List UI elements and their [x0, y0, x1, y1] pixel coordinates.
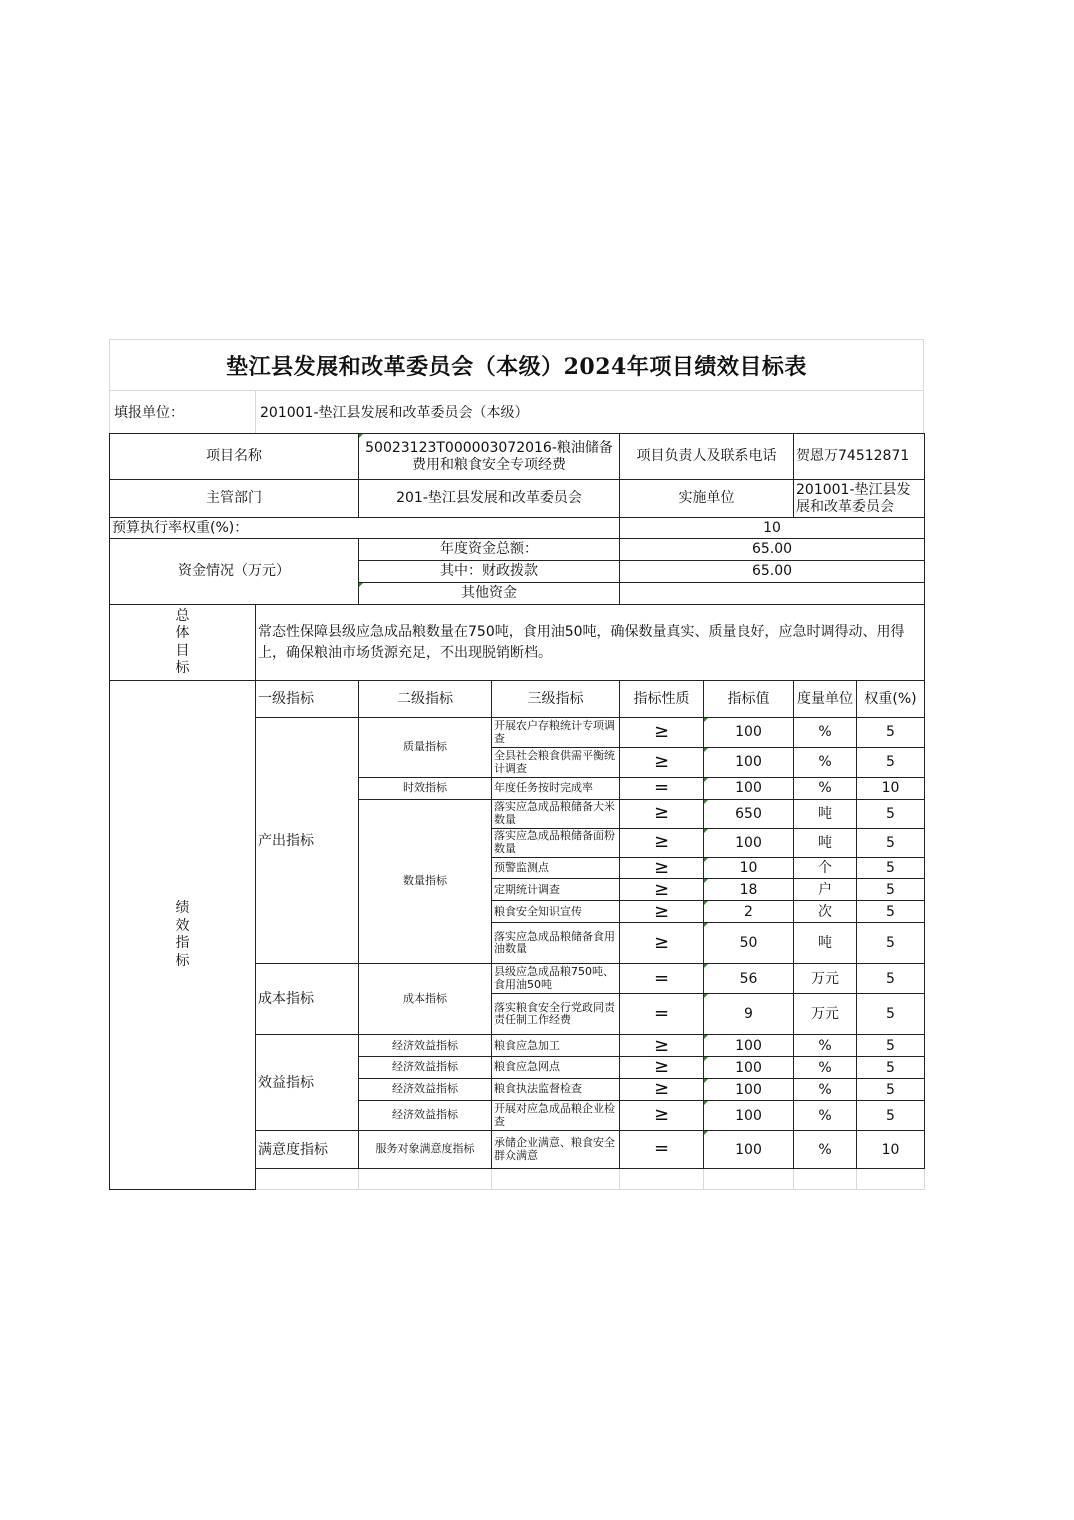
- fill-unit-row: [109, 390, 924, 433]
- target-value: 100: [704, 1079, 794, 1101]
- level2-cost: 成本指标: [359, 964, 492, 1035]
- performance-target-sheet: [109, 339, 924, 1190]
- header-level3: 三级指标: [492, 681, 620, 718]
- target-value: 650: [704, 799, 794, 828]
- target-value: 100: [704, 1131, 794, 1169]
- funds-total-value: 65.00: [620, 539, 925, 561]
- target-table: [109, 433, 925, 1190]
- nature-op: ≥: [620, 879, 704, 901]
- goal-text: 常态性保障县级应急成品粮数量在750吨，食用油50吨，确保数量真实、质量良好，应急时调得动、用得上，确保粮油市场货源充足，不出现脱销断档。: [256, 605, 925, 681]
- unit: %: [794, 1057, 857, 1079]
- target-value: 100: [704, 718, 794, 748]
- header-level2: 二级指标: [359, 681, 492, 718]
- unit: %: [794, 1101, 857, 1131]
- impl-unit-label: 实施单位: [620, 480, 794, 518]
- level3-item: 粮食应急加工: [492, 1035, 620, 1057]
- unit: %: [794, 778, 857, 800]
- level2-economic: 经济效益指标: [359, 1101, 492, 1131]
- target-value: 56: [704, 964, 794, 994]
- level3-item: 粮食执法监督检查: [492, 1079, 620, 1101]
- target-value: 100: [704, 1057, 794, 1079]
- nature-op: ≥: [620, 1035, 704, 1057]
- header-nature: 指标性质: [620, 681, 704, 718]
- target-value: 100: [704, 1035, 794, 1057]
- level1-cost: 成本指标: [256, 964, 359, 1035]
- unit: 万元: [794, 964, 857, 994]
- target-value: 100: [704, 828, 794, 857]
- level1-satisfaction: 满意度指标: [256, 1131, 359, 1169]
- weight: 5: [857, 1101, 925, 1131]
- level3-item: 开展农户存粮统计专项调查: [492, 718, 620, 748]
- weight: 10: [857, 778, 925, 800]
- level3-item: 落实应急成品粮储备食用油数量: [492, 923, 620, 964]
- header-unit: 度量单位: [794, 681, 857, 718]
- page-title: 垫江县发展和改革委员会（本级）2024年项目绩效目标表: [109, 339, 924, 390]
- weight: 5: [857, 879, 925, 901]
- weight: 5: [857, 748, 925, 778]
- nature-op: ≥: [620, 901, 704, 923]
- weight: 5: [857, 923, 925, 964]
- weight: 5: [857, 718, 925, 748]
- unit: 吨: [794, 799, 857, 828]
- weight: 10: [857, 1131, 925, 1169]
- level3-item: 落实应急成品粮储备面粉数量: [492, 828, 620, 857]
- unit: %: [794, 1035, 857, 1057]
- unit: %: [794, 748, 857, 778]
- funds-fiscal-label: 其中：财政拨款: [359, 561, 620, 583]
- nature-op: ≥: [620, 857, 704, 879]
- unit: 万元: [794, 994, 857, 1035]
- level3-item: 粮食安全知识宣传: [492, 901, 620, 923]
- level3-item: 粮食应急网点: [492, 1057, 620, 1079]
- nature-op: ≥: [620, 799, 704, 828]
- goal-label: 总 体 目 标: [110, 605, 256, 681]
- level1-benefit: 效益指标: [256, 1035, 359, 1131]
- target-value: 2: [704, 901, 794, 923]
- level2-satisfaction: 服务对象满意度指标: [359, 1131, 492, 1169]
- funds-other-label: 其他资金: [359, 583, 620, 605]
- level3-item: 落实应急成品粮储备大米数量: [492, 799, 620, 828]
- funds-fiscal-value: 65.00: [620, 561, 925, 583]
- header-level1: 一级指标: [256, 681, 359, 718]
- nature-op: =: [620, 964, 704, 994]
- nature-op: =: [620, 994, 704, 1035]
- nature-op: ≥: [620, 1057, 704, 1079]
- level2-economic: 经济效益指标: [359, 1057, 492, 1079]
- project-name-label: 项目名称: [110, 434, 359, 480]
- unit: 个: [794, 857, 857, 879]
- header-weight: 权重(%): [857, 681, 925, 718]
- target-value: 10: [704, 857, 794, 879]
- nature-op: ≥: [620, 1101, 704, 1131]
- funds-other-value: [620, 583, 925, 605]
- level3-item: 全县社会粮食供需平衡统计调查: [492, 748, 620, 778]
- project-leader-value: 贺恩万74512871: [794, 434, 925, 480]
- unit: 户: [794, 879, 857, 901]
- dept-value: 201-垫江县发展和改革委员会: [359, 480, 620, 518]
- unit: %: [794, 718, 857, 748]
- level3-item: 承储企业满意、粮食安全群众满意: [492, 1131, 620, 1169]
- level3-item: 年度任务按时完成率: [492, 778, 620, 800]
- weight: 5: [857, 994, 925, 1035]
- weight: 5: [857, 799, 925, 828]
- level3-item: 预警监测点: [492, 857, 620, 879]
- unit: 吨: [794, 923, 857, 964]
- weight: 5: [857, 828, 925, 857]
- target-value: 100: [704, 1101, 794, 1131]
- weight: 5: [857, 1079, 925, 1101]
- level2-economic: 经济效益指标: [359, 1079, 492, 1101]
- project-name-value: 50023123T000003072016-粮油储备费用和粮食安全专项经费: [359, 434, 620, 480]
- weight: 5: [857, 857, 925, 879]
- fill-unit-label: 填报单位：: [110, 391, 256, 433]
- impl-unit-value: 201001-垫江县发展和改革委员会: [794, 480, 925, 518]
- target-value: 50: [704, 923, 794, 964]
- level3-item: 定期统计调查: [492, 879, 620, 901]
- weight: 5: [857, 901, 925, 923]
- target-value: 100: [704, 748, 794, 778]
- weight: 5: [857, 1035, 925, 1057]
- nature-op: ≥: [620, 1079, 704, 1101]
- level3-item: 落实粮食安全行党政同责责任制工作经费: [492, 994, 620, 1035]
- target-value: 9: [704, 994, 794, 1035]
- unit: 吨: [794, 828, 857, 857]
- nature-op: ≥: [620, 718, 704, 748]
- level3-item: 开展对应急成品粮企业检查: [492, 1101, 620, 1131]
- perf-label: 绩 效 指 标: [110, 681, 256, 1190]
- level1-output: 产出指标: [256, 718, 359, 964]
- weight: 5: [857, 1057, 925, 1079]
- unit: 次: [794, 901, 857, 923]
- budget-weight-label: 预算执行率权重(%)：: [110, 518, 620, 539]
- fill-unit-value: 201001-垫江县发展和改革委员会（本级）: [260, 405, 529, 421]
- budget-weight-value: 10: [620, 518, 925, 539]
- nature-op: ≥: [620, 923, 704, 964]
- target-value: 100: [704, 778, 794, 800]
- level2-quantity: 数量指标: [359, 799, 492, 964]
- nature-op: =: [620, 1131, 704, 1169]
- funds-label: 资金情况（万元）: [110, 539, 359, 605]
- funds-total-label: 年度资金总额：: [359, 539, 620, 561]
- header-value: 指标值: [704, 681, 794, 718]
- dept-label: 主管部门: [110, 480, 359, 518]
- target-value: 18: [704, 879, 794, 901]
- level2-timeliness: 时效指标: [359, 778, 492, 800]
- level2-quality: 质量指标: [359, 718, 492, 778]
- weight: 5: [857, 964, 925, 994]
- unit: %: [794, 1079, 857, 1101]
- level2-economic: 经济效益指标: [359, 1035, 492, 1057]
- unit: %: [794, 1131, 857, 1169]
- level3-item: 县级应急成品粮750吨、食用油50吨: [492, 964, 620, 994]
- nature-op: ≥: [620, 748, 704, 778]
- nature-op: =: [620, 778, 704, 800]
- project-leader-label: 项目负责人及联系电话: [620, 434, 794, 480]
- nature-op: ≥: [620, 828, 704, 857]
